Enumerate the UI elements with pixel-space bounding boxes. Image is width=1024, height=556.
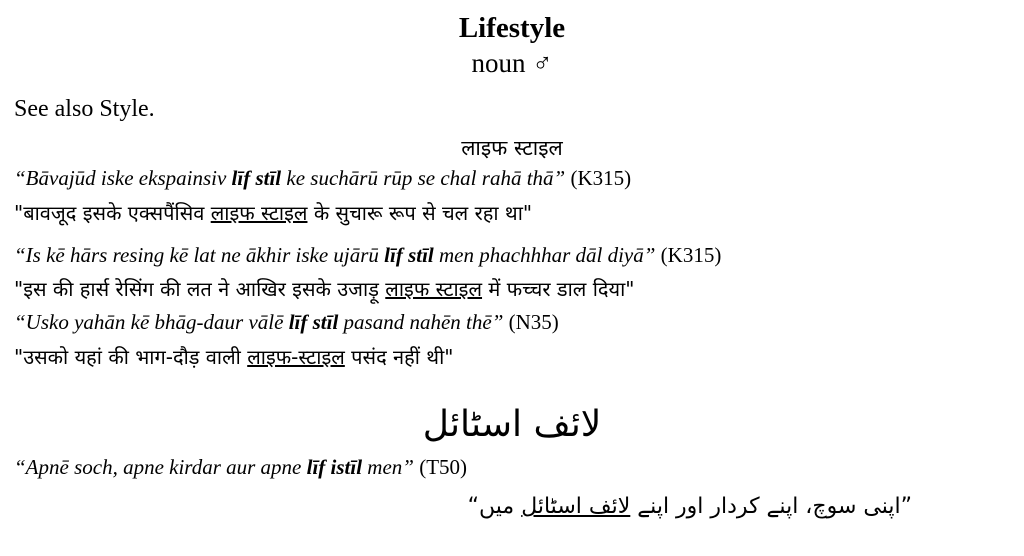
highlighted-term: लाइफ स्टाइल xyxy=(210,201,308,225)
highlighted-term: लाइफ-स्टाइल xyxy=(247,345,345,369)
example-transliteration: “Apnē soch, apne kirdar aur apne līf istīl men” (T50) xyxy=(14,455,468,479)
highlighted-term: लाइफ स्टाइल xyxy=(385,277,483,301)
highlighted-term: لائف اسٹائل xyxy=(521,494,631,519)
urdu-headword: لائف اسٹائل xyxy=(422,404,602,445)
source-ref: (N35) xyxy=(503,310,559,334)
example-devanagari: "उसको यहां की भाग-दौड़ वाली लाइफ-स्टाइल पसंद नहीं थी" xyxy=(14,345,454,369)
example-transliteration: “Is kē hārs resing kē lat ne ākhir iske ujārū līf stīl men phachhhar dāl diyā” (K315) xyxy=(14,243,722,267)
example-devanagari: "इस की हार्स रेसिंग की लत ने आखिर इसके उजाड़ू लाइफ स्टाइल में फच्चर डाल दिया" xyxy=(14,277,635,301)
hindi-headword: लाइफ स्टाइल xyxy=(461,136,563,160)
source-ref: (T50) xyxy=(413,455,468,479)
see-also-note: See also Style. xyxy=(14,96,155,122)
example-transliteration: “Bāvajūd iske ekspainsiv līf stīl ke suchārū rūp se chal rahā thā” (K315) xyxy=(14,166,632,190)
source-ref: (K315) xyxy=(565,166,632,190)
part-of-speech: noun ♂ xyxy=(471,48,553,78)
example-transliteration: “Usko yahān kē bhāg-daur vālē līf stīl pasand nahēn thē” (N35) xyxy=(14,310,559,334)
source-ref: (K315) xyxy=(655,243,722,267)
example-urdu: ”اپنی سوچ، اپنے کردار اور اپنے لائف اسٹائل میں“ xyxy=(467,494,912,519)
example-devanagari: "बावजूद इसके एक्सपैंसिव लाइफ स्टाइल के सुचारू रूप से चल रहा था" xyxy=(14,201,533,225)
headword: Lifestyle xyxy=(458,12,566,44)
